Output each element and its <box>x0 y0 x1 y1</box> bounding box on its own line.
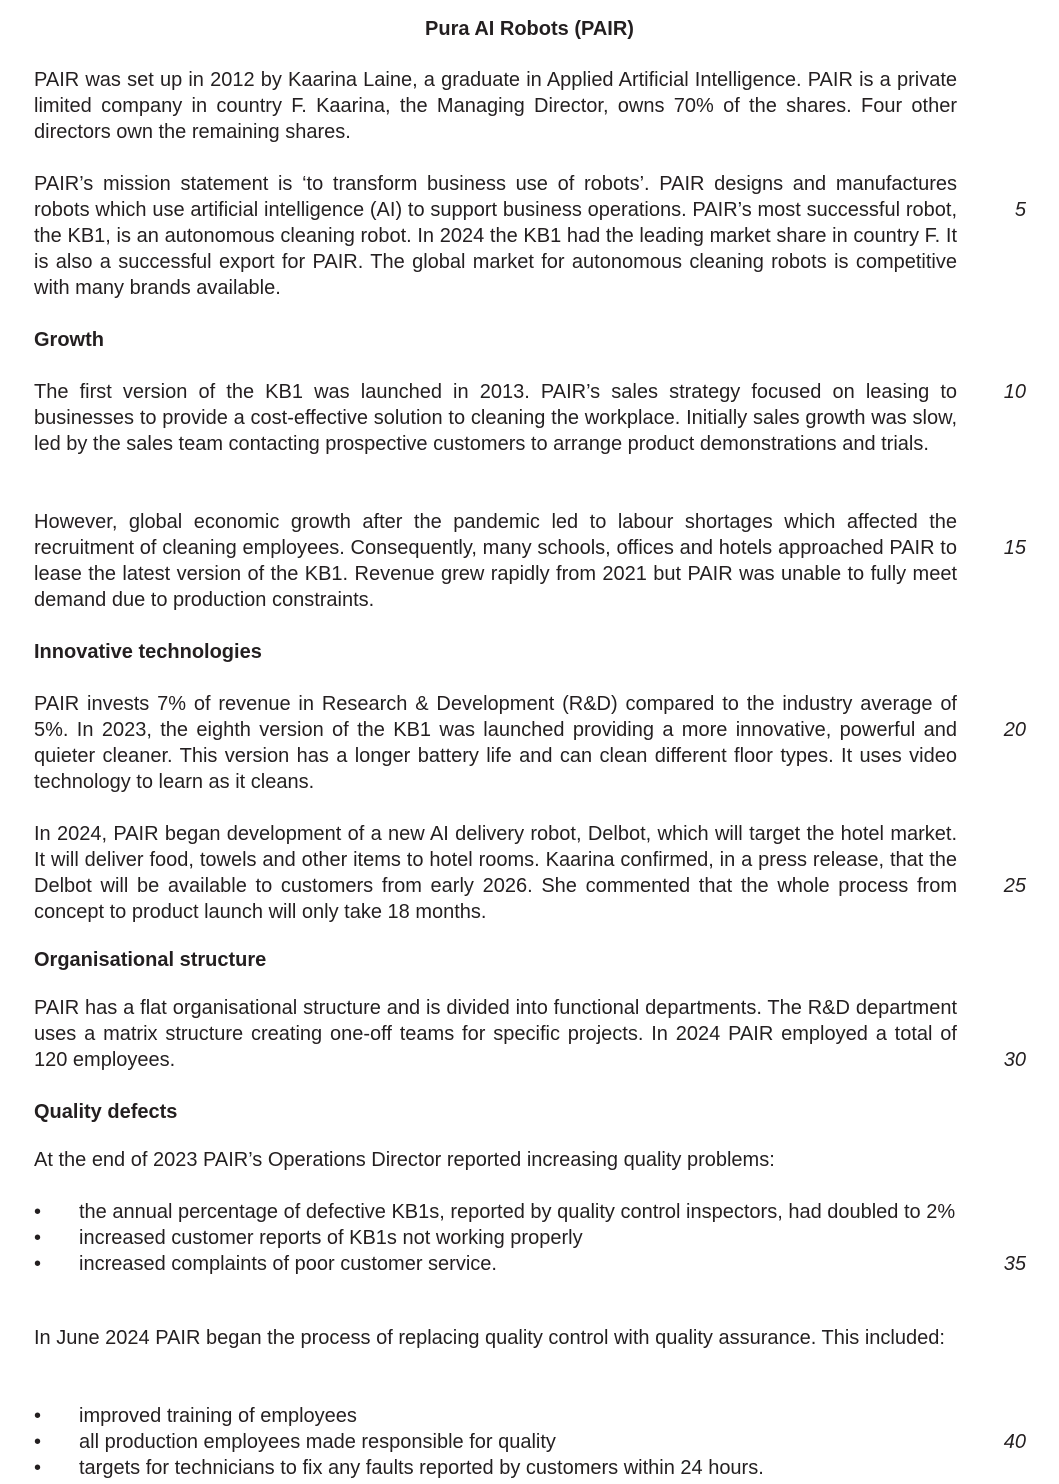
heading-innovative-technologies: Innovative technologies <box>34 641 262 663</box>
list-item <box>34 1199 957 1225</box>
line-number-15: 15 <box>1003 537 1026 559</box>
paragraph-quality-assurance-intro: In June 2024 PAIR began the process of replacing quality control with quality assurance. This included: <box>34 1327 945 1349</box>
bullet-icon: • <box>34 1253 42 1275</box>
list-item <box>34 1455 957 1481</box>
paragraph-innovation-2: In 2024, PAIR began development of a new AI delivery robot, Delbot, which will target the hotel market. It will deliver food, towels and other items to hotel rooms. Kaarina confirmed, in a press release, that the Delbot will be available to customers from early 2026. She commented that the whole process from concept to product launch will only take 18 months. <box>34 823 957 923</box>
bullet-icon: • <box>34 1201 42 1223</box>
list-item <box>34 1429 957 1455</box>
paragraph-growth-2: However, global economic growth after the pandemic led to labour shortages which affected the recruitment of cleaning employees. Consequently, many schools, offices and hotels approached PAIR to lease the latest version of the KB1. Revenue grew rapidly from 2021 but PAIR was unable to fully meet demand due to production constraints. <box>34 511 957 611</box>
paragraph-intro: PAIR was set up in 2012 by Kaarina Laine, a graduate in Applied Artificial Intelligence. PAIR is a private limited company in country F. Kaarina, the Managing Director, owns 70% of the shares. Four other directors own the remaining shares. <box>34 69 957 143</box>
list-item <box>34 1403 957 1429</box>
bullet-icon: • <box>34 1405 42 1427</box>
heading-organisational-structure: Organisational structure <box>34 949 267 971</box>
paragraph-organisation: PAIR has a flat organisational structure and is divided into functional departments. The R&D department uses a matrix structure creating one-off teams for specific projects. In 2024 PAIR employed a total of 120 employees. <box>34 997 957 1071</box>
paragraph-quality-intro: At the end of 2023 PAIR’s Operations Director reported increasing quality problems: <box>34 1149 775 1171</box>
bullet-icon: • <box>34 1227 42 1249</box>
bullet-icon: • <box>34 1457 42 1479</box>
quality-assurance-list <box>34 1403 957 1481</box>
paragraph-mission: PAIR’s mission statement is ‘to transform business use of robots’. PAIR designs and manufactures robots which use artificial intelligence (AI) to support business operations. PAIR’s most successful robot, the KB1, is an autonomous cleaning robot. In 2024 the KB1 had the leading market share in country F. It is also a successful export for PAIR. The global market for autonomous cleaning robots is competitive with many brands available. <box>34 173 957 299</box>
paragraph-growth-1: The first version of the KB1 was launched in 2013. PAIR’s sales strategy focused on leasing to businesses to provide a cost-effective solution to cleaning the workplace. Initially sales growth was slow, led by the sales team contacting prospective customers to arrange product demonstrations and trials. <box>34 381 957 455</box>
line-number-25: 25 <box>1003 875 1026 897</box>
list-item-text: improved training of employees <box>79 1405 357 1427</box>
document-title: Pura AI Robots (PAIR) <box>425 18 634 40</box>
list-item-text: increased customer reports of KB1s not working properly <box>79 1227 583 1249</box>
line-number-35: 35 <box>1003 1253 1026 1275</box>
line-number-5: 5 <box>1014 199 1026 221</box>
heading-growth: Growth <box>34 329 104 351</box>
bullet-icon: • <box>34 1431 42 1453</box>
line-number-20: 20 <box>1003 719 1026 741</box>
line-number-10: 10 <box>1003 381 1026 403</box>
list-item-text: increased complaints of poor customer service. <box>79 1253 497 1275</box>
list-item-text: the annual percentage of defective KB1s, reported by quality control inspectors, had doubled to 2% <box>79 1201 956 1223</box>
line-number-30: 30 <box>1003 1049 1026 1071</box>
list-item-text: targets for technicians to fix any faults reported by customers within 24 hours. <box>79 1457 764 1479</box>
paragraph-innovation-1: PAIR invests 7% of revenue in Research & Development (R&D) compared to the industry average of 5%. In 2023, the eighth version of the KB1 was launched providing a more innovative, powerful and quieter cleaner. This version has a longer battery life and can clean different floor types. It uses video technology to learn as it cleans. <box>34 693 957 793</box>
list-item <box>34 1225 957 1251</box>
heading-quality-defects: Quality defects <box>34 1101 178 1123</box>
list-item <box>34 1251 957 1277</box>
line-number-40: 40 <box>1003 1431 1026 1453</box>
quality-problems-list <box>34 1199 957 1277</box>
list-item-text: all production employees made responsible for quality <box>79 1431 556 1453</box>
